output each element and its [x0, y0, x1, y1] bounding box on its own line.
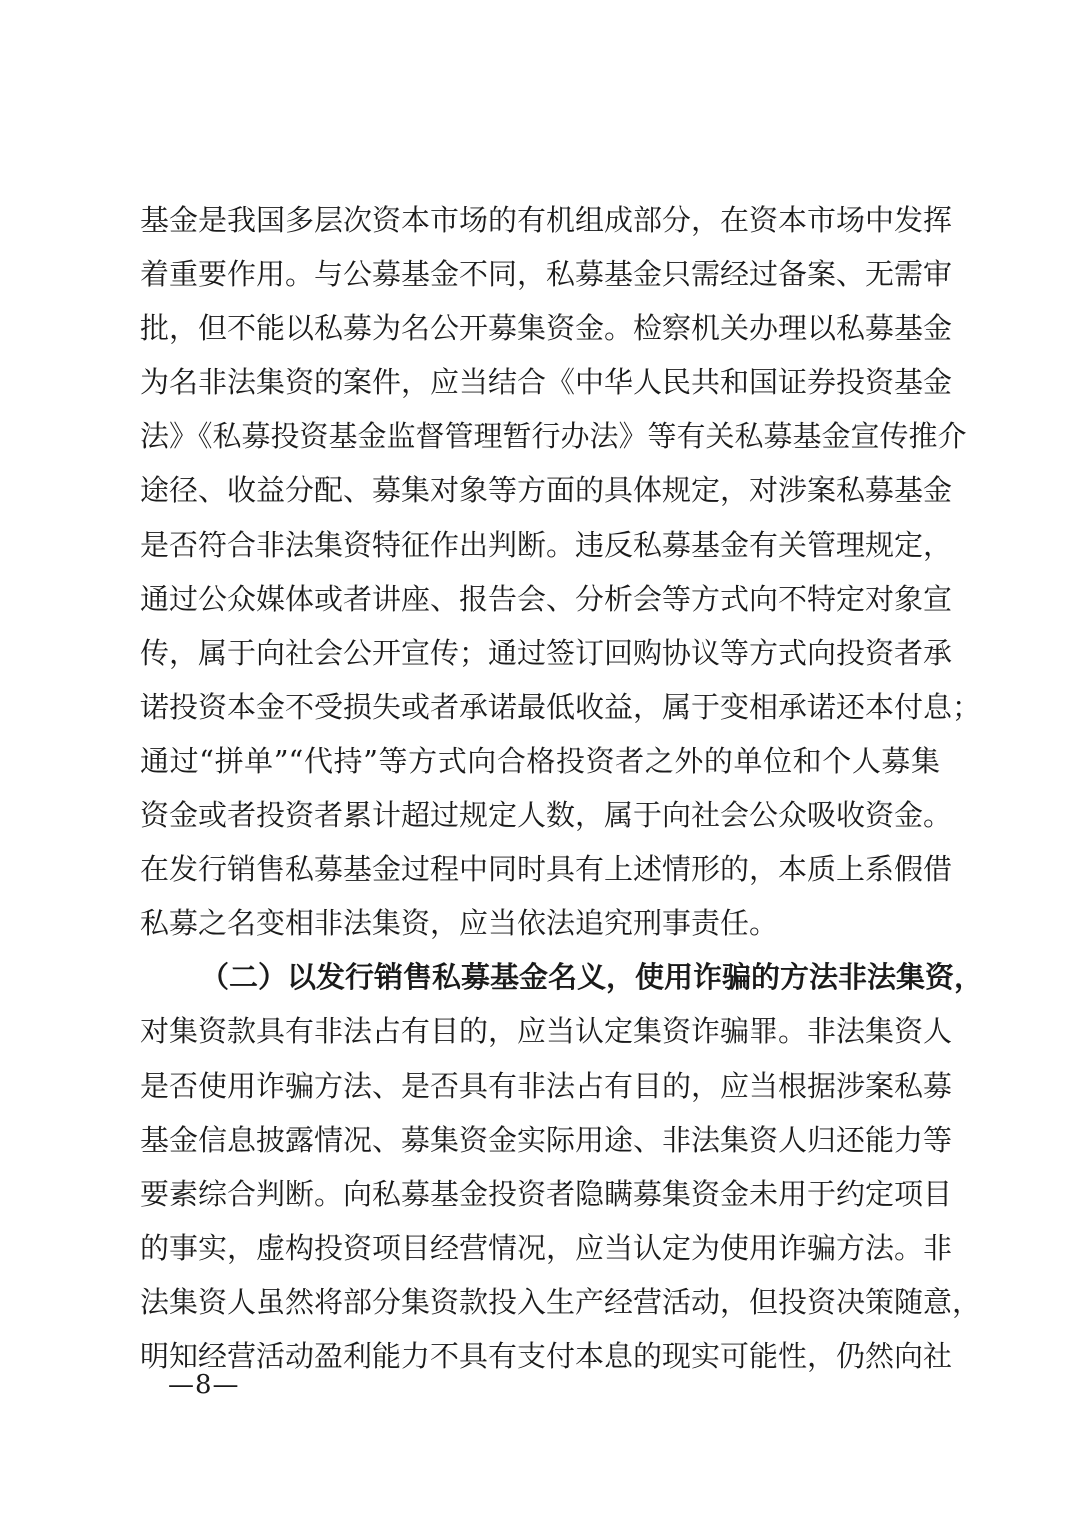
- text-line: 对集资款具有非法占有目的，应当认定集资诈骗罪。非法集资人: [140, 1014, 953, 1049]
- text-line: 明知经营活动盈利能力不具有支付本息的现实可能性，仍然向社: [140, 1338, 953, 1373]
- text-line: 在发行销售私募基金过程中同时具有上述情形的，本质上系假借: [140, 852, 953, 887]
- text-line: 途径、收益分配、募集对象等方面的具体规定，对涉案私募基金: [140, 473, 953, 508]
- text-line: 着重要作用。与公募基金不同，私募基金只需经过备案、无需审: [140, 257, 953, 292]
- text-line: 为名非法集资的案件，应当结合《中华人民共和国证券投资基金: [140, 365, 953, 400]
- text-line: 是否符合非法集资特征作出判断。违反私募基金有关管理规定，: [140, 527, 953, 562]
- text-line: 传，属于向社会公开宣传；通过签订回购协议等方式向投资者承: [140, 635, 953, 670]
- text-line: 的事实，虚构投资项目经营情况，应当认定为使用诈骗方法。非: [140, 1230, 953, 1265]
- body-text: [140, 193, 984, 1383]
- text-line: 基金是我国多层次资本市场的有机组成部分，在资本市场中发挥: [140, 203, 953, 237]
- page-number: —8—: [168, 1370, 240, 1400]
- section-heading-line: （二）以发行销售私募基金名义，使用诈骗的方法非法集资，: [200, 960, 984, 995]
- paragraph-end-line: 私募之名变相非法集资，应当依法追究刑事责任。: [140, 906, 779, 941]
- text-line: 要素综合判断。向私募基金投资者隐瞒募集资金未用于约定项目: [140, 1176, 953, 1211]
- text-line: 法集资人虽然将部分集资款投入生产经营活动，但投资决策随意，: [140, 1284, 982, 1319]
- text-line: 是否使用诈骗方法、是否具有非法占有目的，应当根据涉案私募: [140, 1068, 953, 1103]
- text-line: 基金信息披露情况、募集资金实际用途、非法集资人归还能力等: [140, 1122, 953, 1157]
- text-line: 资金或者投资者累计超过规定人数，属于向社会公众吸收资金。: [140, 798, 953, 833]
- text-line: 通过“拼单”“代持”等方式向合格投资者之外的单位和个人募集: [140, 743, 940, 778]
- text-line: 法》《私募投资基金监督管理暂行办法》等有关私募基金宣传推介: [140, 419, 967, 454]
- text-line: 批，但不能以私募为名公开募集资金。检察机关办理以私募基金: [140, 311, 953, 346]
- text-line: 通过公众媒体或者讲座、报告会、分析会等方式向不特定对象宣: [140, 581, 953, 616]
- text-line: 诺投资本金不受损失或者承诺最低收益，属于变相承诺还本付息；: [140, 689, 982, 724]
